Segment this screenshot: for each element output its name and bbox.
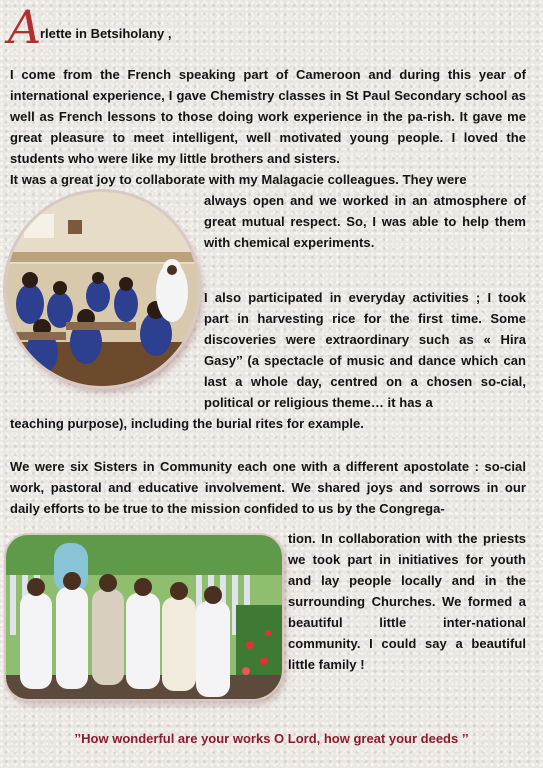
sisters-illustration xyxy=(6,535,282,699)
sisters-group-photo xyxy=(6,535,282,699)
paragraph-community: We were six Sisters in Community each one with a different apostolate : so-cial work, pastoral and educative involvement. We shared joys and sorrows in our daily efforts to be true to the mission confided to us by the Congrega- xyxy=(10,459,526,516)
classroom-photo xyxy=(6,192,198,386)
paragraph-community-wrapped: tion. In collaboration with the priests we took part in initiatives for youth and lay people locally and in the surrounding Churches. We formed a beautiful little inter-national community. I could say a beautiful little family ! xyxy=(288,531,526,672)
heading-text: rlette in Betsiholany , xyxy=(40,26,172,41)
paragraph-activities: I also participated in everyday activities ; I took part in harvesting rice for the first time. Some discoveries were extraordinary such as « Hira Gasy’’ (a spectacle of music and dance which can last a whole day, centred on a chosen so-cial, political or religious theme… it has a xyxy=(204,290,526,410)
paragraph-intro: I come from the French speaking part of Cameroon and during this year of international experience, I gave Chemistry classes in St Paul Secondary school as well as French lessons to those doing work experience in the pa-rish. It gave me great pleasure to meet intelligent, well motivated young people. I loved the students who were like my little brothers and sisters. xyxy=(10,67,526,166)
closing-quote: ’’How wonderful are your works O Lord, how great your deeds ’’ xyxy=(74,731,469,746)
paragraph-colleagues: always open and we worked in an atmosphere of great mutual respect. So, I was able to help them with chemical experiments. xyxy=(204,193,526,250)
paragraph-colleagues-first-line: It was a great joy to collaborate with my Malagacie colleagues. They were xyxy=(10,172,467,187)
drop-cap: A xyxy=(8,0,42,54)
paragraph-activities-last-line: teaching purpose), including the burial rites for example. xyxy=(10,416,364,431)
classroom-illustration xyxy=(6,192,198,386)
